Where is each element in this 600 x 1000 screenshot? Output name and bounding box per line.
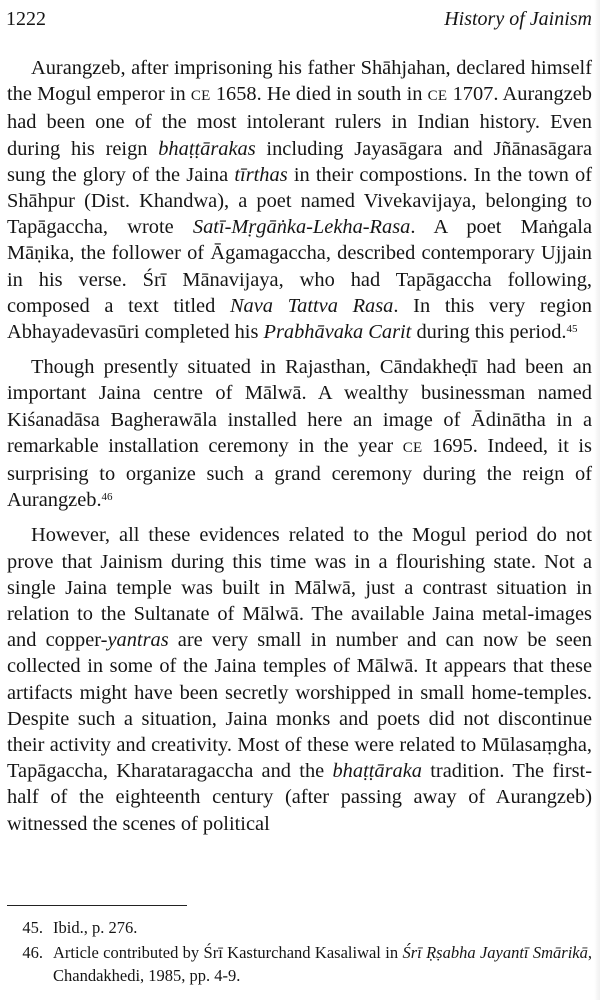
small-caps-run: CE [427, 88, 448, 105]
footnote-text [53, 941, 592, 987]
text-run: in their compostions. In the town of Shāhpur (Dist. Khandwa), a poet named Vivekavijaya, belonging to Tapāgaccha, wrote [7, 163, 592, 239]
text-run: . A poet Maṅgala Māṇika, the follower of Āgamagaccha, described contemporary Ujjain in his verse. Śrī Mānavijaya, who had Tapāgaccha following, composed a text titled [7, 216, 592, 317]
italic-run: bhaṭṭārakas [158, 137, 256, 160]
text-run: Aurangzeb, after imprisoning his father Shāhjahan, declared himself the Mogul emperor in [7, 57, 592, 106]
text-run: 1658. He died in south in [210, 83, 428, 106]
text-run: , Chandakhedi, 1985, pp. 4-9. [53, 943, 593, 985]
text-run: However, all these evidences related to the Mogul period do not prove that Jainism during this time was in a flourishing state. Not a single Jaina temple was built in Mālwā, just a contrast situation in relation to the Sultanate of Mālwā. The available Jaina metal-images and copper- [7, 524, 592, 652]
body-text [7, 55, 592, 846]
footnote [7, 916, 592, 939]
text-run: 1707. Aurangzeb had been one of the most intolerant rulers in Indian history. Even during his reign [7, 83, 592, 160]
footnote-ref: 46 [101, 491, 113, 504]
small-caps-run: CE [402, 439, 423, 456]
footnote [7, 941, 592, 987]
italic-run: Prabhāvaka Carit [263, 321, 412, 344]
italic-run: yantras [107, 629, 169, 652]
footnote-ref: 45 [566, 323, 578, 336]
footnote-number: 45. [22, 918, 43, 937]
page-number: 1222 [6, 8, 46, 30]
text-run: including Jayasāgara and Jñānasāgara sung the glory of the Jaina [7, 137, 592, 186]
paragraph [7, 522, 592, 836]
italic-run: Nava Tattva Rasa [229, 294, 394, 317]
italic-run: tīrthas [234, 163, 288, 186]
text-run: Ibid., p. 276. [53, 918, 138, 937]
footnotes [7, 916, 592, 989]
text-run: Though presently situated in Rajasthan, Cāndakheḍī had been an important Jaina centre of Mālwā. A wealthy businessman named Kiśanadāsa Bagherawāla installed here an image of Ādinātha in a remarkable installation ceremony in the year [7, 356, 592, 457]
footnote-text [53, 916, 592, 939]
text-run: are very small in number and can now be seen collected in some of the Jaina temples of Mālwā. It appears that these artifacts might have been secretly worshipped in small home-temples. Despite such a situation, Jaina monks and poets did not discontinue their activity and creativity. Most of these were related to Mūlasaṃgha, Tapāgaccha, Kharataragaccha and the [7, 629, 592, 783]
small-caps-run: CE [190, 88, 211, 105]
text-run: tradition. The first-half of the eighteenth century (after passing away of Aurangzeb) witnessed the scenes of political [7, 760, 592, 835]
text-run: during this period. [411, 321, 567, 344]
text-run: 1695. Indeed, it is surprising to organize such a grand ceremony during the reign of Aurangzeb. [7, 434, 592, 512]
paragraph [7, 354, 592, 513]
italic-run: Satī-Mṛgāṅka-Lekha-Rasa [192, 216, 411, 239]
paragraph [7, 55, 592, 345]
text-run: Article contributed by Śrī Kasturchand Kasaliwal in [53, 943, 403, 962]
text-run: . In this very region Abhayadevasūri completed his [7, 294, 592, 344]
running-head [6, 4, 592, 34]
footnote-divider [7, 905, 187, 906]
page-gutter-shadow [594, 0, 600, 1000]
footnote-number: 46. [22, 943, 43, 962]
italic-run: bhaṭṭāraka [332, 760, 422, 783]
italic-run: Śrī Ṛṣabha Jayantī Smārikā [402, 943, 588, 962]
running-title: History of Jainism [444, 8, 592, 30]
